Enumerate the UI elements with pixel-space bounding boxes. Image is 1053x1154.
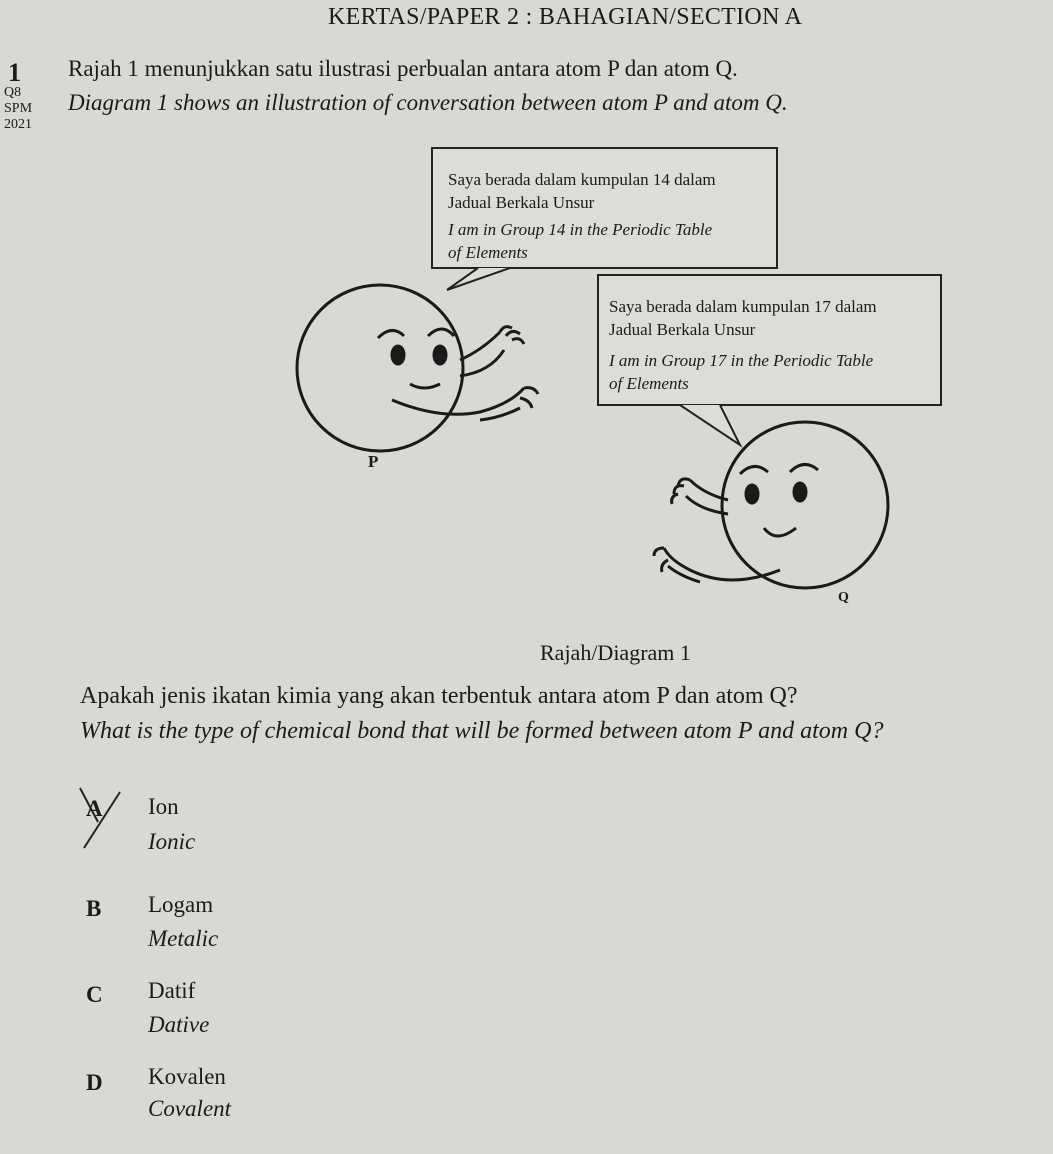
- bubble-q-line2-ms: Jadual Berkala Unsur: [609, 320, 756, 339]
- atom-q-lower-arm: [654, 548, 780, 582]
- bubble-p-line2-ms: Jadual Berkala Unsur: [448, 193, 595, 212]
- option-a[interactable]: [86, 796, 103, 822]
- atom-p-left-eye: [392, 346, 404, 364]
- atom-p-label: P: [368, 452, 379, 471]
- bubble-q-line1-en: I am in Group 17 in the Periodic Table: [609, 351, 874, 370]
- option-d-letter: D: [86, 1070, 103, 1095]
- option-b[interactable]: [86, 896, 101, 922]
- option-b-malay: Logam: [148, 892, 214, 917]
- atom-q-mouth: [764, 528, 796, 536]
- atom-p-left-eyebrow: [378, 330, 404, 338]
- atom-q-character: [654, 422, 888, 588]
- atom-p-lower-arm: [392, 388, 538, 420]
- atom-q-left-eye: [746, 485, 758, 503]
- bubble-p-text: [448, 168, 716, 264]
- question-meta-exam: SPM: [4, 101, 33, 116]
- question-stem-malay: Rajah 1 menunjukkan satu ilustrasi perbualan antara atom P dan atom Q.: [68, 56, 738, 81]
- atom-p-mouth: [410, 384, 440, 388]
- page-header: KERTAS/PAPER 2 : BAHAGIAN/SECTION A: [328, 4, 803, 30]
- atom-q-right-eye: [794, 483, 806, 501]
- atom-q-circle: [722, 422, 888, 588]
- atom-p-right-eye: [434, 346, 446, 364]
- option-c-malay: Datif: [148, 978, 196, 1003]
- question-meta-code: Q8: [4, 85, 22, 100]
- diagram-caption: Rajah/Diagram 1: [540, 640, 691, 665]
- option-a-letter: A: [86, 796, 103, 821]
- bubble-q-line2-en: of Elements: [609, 374, 689, 393]
- option-a-malay: Ion: [148, 794, 179, 819]
- option-d-english: Covalent: [148, 1096, 232, 1121]
- atom-p-right-eyebrow: [428, 329, 454, 336]
- atom-q-label: Q: [838, 590, 849, 605]
- option-a-english: Ionic: [148, 829, 196, 854]
- question-stem-english: Diagram 1 shows an illustration of conversation between atom P and atom Q.: [68, 90, 788, 115]
- bubble-p-line1-ms: Saya berada dalam kumpulan 14 dalam: [448, 170, 716, 189]
- option-b-letter: B: [86, 896, 102, 921]
- bubble-q-text: [609, 295, 877, 395]
- option-c-english: Dative: [148, 1012, 210, 1037]
- option-c[interactable]: [86, 982, 103, 1008]
- option-d[interactable]: [86, 1070, 103, 1096]
- atom-q-right-eyebrow: [790, 464, 818, 472]
- atom-q-upper-arm: [672, 479, 728, 514]
- atom-p-upper-arm: [460, 327, 524, 376]
- question-number: 1: [8, 58, 21, 87]
- atom-p-character: [297, 285, 538, 451]
- bubble-p-line1-en: I am in Group 14 in the Periodic Table: [448, 220, 713, 239]
- question-meta-year: 2021: [4, 117, 32, 132]
- option-d-malay: Kovalen: [148, 1064, 226, 1089]
- question-ask-english: What is the type of chemical bond that will be formed between atom P and atom Q?: [80, 718, 884, 744]
- option-b-english: Metalic: [148, 926, 219, 951]
- option-c-letter: C: [86, 982, 103, 1007]
- atom-q-left-eyebrow: [740, 466, 768, 474]
- question-ask-malay: Apakah jenis ikatan kimia yang akan terbentuk antara atom P dan atom Q?: [80, 683, 798, 709]
- bubble-q-line1-ms: Saya berada dalam kumpulan 17 dalam: [609, 297, 877, 316]
- bubble-p-line2-en: of Elements: [448, 243, 528, 262]
- atom-p-circle: [297, 285, 463, 451]
